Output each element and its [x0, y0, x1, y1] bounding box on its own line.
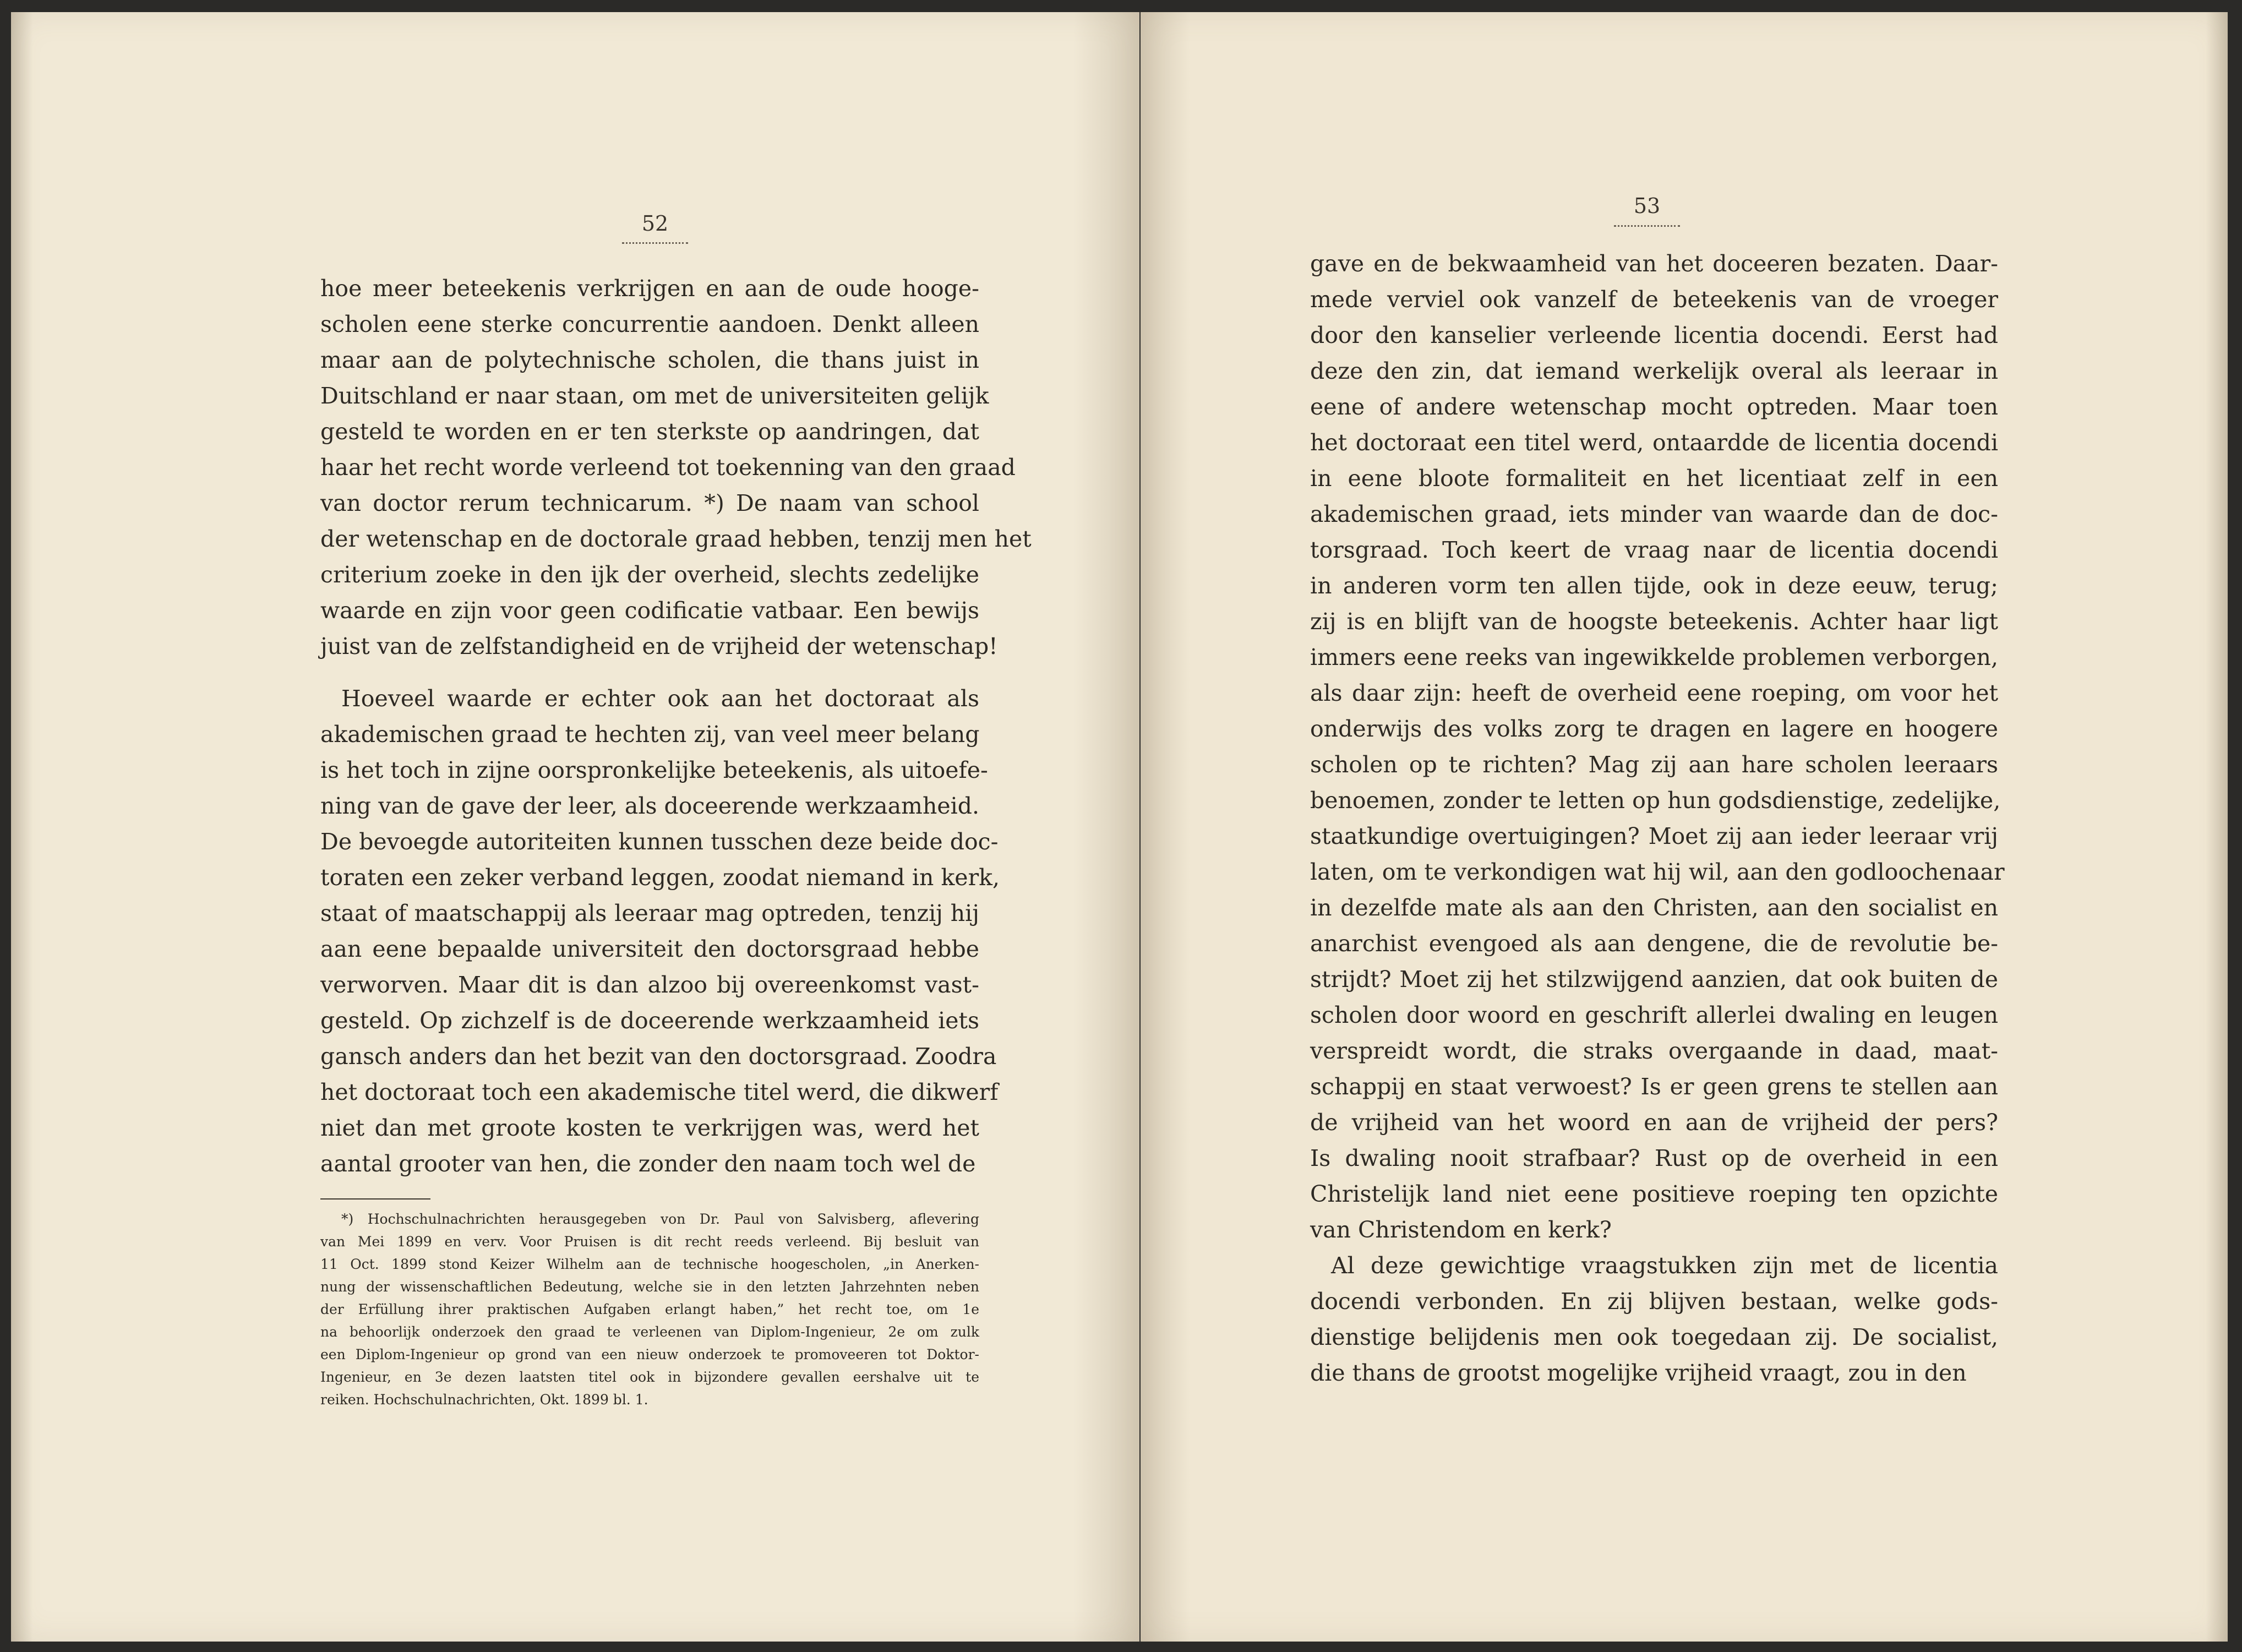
text-line: het doctoraat toch een akademische titel werd, die dikwerf	[320, 1079, 999, 1105]
text-line: eene of andere wetenschap mocht optreden. Maar toen	[1310, 394, 1998, 420]
text-line: verworven. Maar dit is dan alzoo bij overeenkomst vast-	[320, 972, 979, 998]
text-line: Is dwaling nooit strafbaar? Rust op de overheid in een	[1310, 1145, 1998, 1171]
text-line: benoemen, zonder te letten op hun godsdienstige, zedelijke,	[1310, 787, 2001, 814]
footnote-line: een Diplom-Ingenieur op grond van een nieuw onderzoek te promoveeren tot Doktor-	[320, 1346, 979, 1362]
text-line: aan eene bepaalde universiteit den doctorsgraad hebbe	[320, 936, 979, 962]
text-line: Hoeveel waarde er echter ook aan het doctoraat als	[341, 685, 979, 712]
footnote	[320, 1208, 979, 1411]
text-line: van Christendom en kerk?	[1310, 1217, 1612, 1243]
footnote-line: 11 Oct. 1899 stond Keizer Wilhelm aan de technische hoogescholen, „in Anerken-	[320, 1256, 979, 1272]
text-line: dienstige belijdenis men ook toegedaan zij. De socialist,	[1310, 1324, 1998, 1350]
text-line: gansch anders dan het bezit van den doctorsgraad. Zoodra	[320, 1043, 997, 1070]
page-number: 52	[641, 211, 669, 236]
text-line: van doctor rerum technicarum. *) De naam van school	[320, 490, 979, 516]
text-line: deze den zin, dat iemand werkelijk overal als leeraar in	[1310, 358, 1998, 384]
text-line: in dezelfde mate als aan den Christen, aan den socialist en	[1310, 895, 1998, 921]
text-line: als daar zijn: heeft de overheid eene roeping, om voor het	[1310, 680, 1998, 706]
text-line: waarde en zijn voor geen codificatie vatbaar. Een bewijs	[320, 597, 979, 624]
text-line: hoe meer beteekenis verkrijgen en aan de oude hooge-	[320, 275, 979, 302]
footnote-line: reiken. Hochschulnachrichten, Okt. 1899 bl. 1.	[320, 1392, 648, 1408]
text-line: in eene bloote formaliteit en het licentiaat zelf in een	[1310, 465, 1998, 492]
footnotes	[320, 1208, 979, 1411]
page-number-ornament	[1614, 222, 1680, 227]
text-line: der wetenschap en de doctorale graad hebben, tenzij men het	[320, 526, 1032, 552]
text-line: immers eene reeks van ingewikkelde problemen verborgen,	[1310, 644, 1998, 670]
text-line: de vrijheid van het woord en aan de vrijheid der pers?	[1310, 1109, 1998, 1136]
text-line: in anderen vorm ten allen tijde, ook in deze eeuw, terug;	[1310, 573, 1998, 599]
text-line: niet dan met groote kosten te verkrijgen was, werd het	[320, 1115, 979, 1141]
text-line: scholen eene sterke concurrentie aandoen. Denkt alleen	[320, 311, 979, 337]
text-line: docendi verbonden. En zij blijven bestaan, welke gods-	[1310, 1288, 1998, 1315]
text-line: die thans de grootst mogelijke vrijheid vraagt, zou in den	[1310, 1360, 1967, 1386]
main-text-right	[1310, 246, 2005, 1391]
text-line: scholen door woord en geschrift allerlei dwaling en leugen	[1310, 1002, 1998, 1028]
text-line: De bevoegde autoriteiten kunnen tusschen deze beide doc-	[320, 828, 999, 855]
text-line: toraten een zeker verband leggen, zoodat niemand in kerk,	[320, 864, 1000, 891]
gutter-shadow	[1141, 12, 1190, 1642]
left-page	[11, 12, 1139, 1642]
paragraph	[1310, 246, 2005, 1248]
gutter-shadow	[1073, 12, 1139, 1642]
text-line: door den kanselier verleende licentia docendi. Eerst had	[1310, 322, 1998, 348]
text-line: gesteld. Op zichzelf is de doceerende werkzaamheid iets	[320, 1007, 979, 1034]
page-edge-shadow	[2206, 12, 2228, 1642]
text-line: aantal grooter van hen, die zonder den naam toch wel de	[320, 1151, 976, 1177]
text-line: anarchist evengoed als aan dengene, die de revolutie be-	[1310, 930, 1998, 957]
text-line: haar het recht worde verleend tot toekenning van den graad	[320, 454, 1016, 481]
text-line: criterium zoeke in den ijk der overheid, slechts zedelijke	[320, 561, 979, 588]
text-line: is het toch in zijne oorspronkelijke beteekenis, als uitoefe-	[320, 757, 988, 783]
text-line: laten, om te verkondigen wat hij wil, aan den godloochenaar	[1310, 859, 2005, 885]
text-line: Duitschland er naar staan, om met de universiteiten gelijk	[320, 383, 989, 409]
text-line: zij is en blijft van de hoogste beteekenis. Achter haar ligt	[1310, 608, 1998, 635]
text-line: maar aan de polytechnische scholen, die thans juist in	[320, 347, 979, 373]
footnote-line: *) Hochschulnachrichten herausgegeben von Dr. Paul von Salvisberg, aflevering	[341, 1211, 979, 1227]
footnote-line: van Mei 1899 en verv. Voor Pruisen is dit recht reeds verleend. Bij besluit van	[320, 1234, 979, 1250]
text-line: strijdt? Moet zij het stilzwijgend aanzien, dat ook buiten de	[1310, 966, 1998, 993]
text-line: Al deze gewichtige vraagstukken zijn met de licentia	[1331, 1252, 1998, 1279]
page-number: 53	[1633, 194, 1661, 218]
text-line: mede verviel ook vanzelf de beteekenis van de vroeger	[1310, 286, 1998, 313]
page-number-ornament	[622, 239, 688, 244]
text-line: ning van de gave der leer, als doceerende werkzaamheid.	[320, 793, 979, 819]
footnote-line: Ingenieur, en 3e dezen laatsten titel ook in bijzondere gevallen eershalve uit te	[320, 1369, 979, 1385]
footnote-rule	[320, 1198, 430, 1200]
text-line: schappij en staat verwoest? Is er geen grens te stellen aan	[1310, 1073, 1998, 1100]
text-line: staat of maatschappij als leeraar mag optreden, tenzij hij	[320, 900, 979, 926]
text-line: onderwijs des volks zorg te dragen en lagere en hoogere	[1310, 716, 1998, 742]
right-page	[1141, 12, 2228, 1642]
text-line: verspreidt wordt, die straks overgaande in daad, maat-	[1310, 1038, 1998, 1064]
text-line: gave en de bekwaamheid van het doceeren bezaten. Daar-	[1310, 250, 1998, 277]
footnote-line: na behoorlijk onderzoek den graad te verleenen van Diplom-Ingenieur, 2e om zulk	[320, 1324, 979, 1340]
footnote-line: nung der wissenschaftlichen Bedeutung, welche sie in den letzten Jahrzehnten neben	[320, 1279, 979, 1295]
paragraph	[320, 681, 1000, 1182]
text-line: Christelijk land niet eene positieve roeping ten opzichte	[1310, 1181, 1998, 1207]
text-line: torsgraad. Toch keert de vraag naar de licentia docendi	[1310, 537, 1998, 563]
page-edge-shadow	[11, 12, 33, 1642]
paragraph	[1310, 1248, 1998, 1391]
main-text-left	[320, 271, 1032, 1182]
paragraph	[320, 271, 1032, 664]
footnote-line: der Erfüllung ihrer praktischen Aufgaben erlangt haben,” het recht toe, om 1e	[320, 1301, 979, 1317]
text-line: staatkundige overtuigingen? Moet zij aan ieder leeraar vrij	[1310, 823, 1998, 849]
text-line: het doctoraat een titel werd, ontaardde de licentia docendi	[1310, 429, 1998, 456]
text-line: akademischen graad te hechten zij, van veel meer belang	[320, 721, 980, 748]
text-line: scholen op te richten? Mag zij aan hare scholen leeraars	[1310, 751, 1998, 778]
text-line: juist van de zelfstandigheid en de vrijheid der wetenschap!	[320, 633, 998, 659]
text-line: gesteld te worden en er ten sterkste op aandringen, dat	[320, 418, 979, 445]
text-line: akademischen graad, iets minder van waarde dan de doc-	[1310, 501, 1998, 527]
